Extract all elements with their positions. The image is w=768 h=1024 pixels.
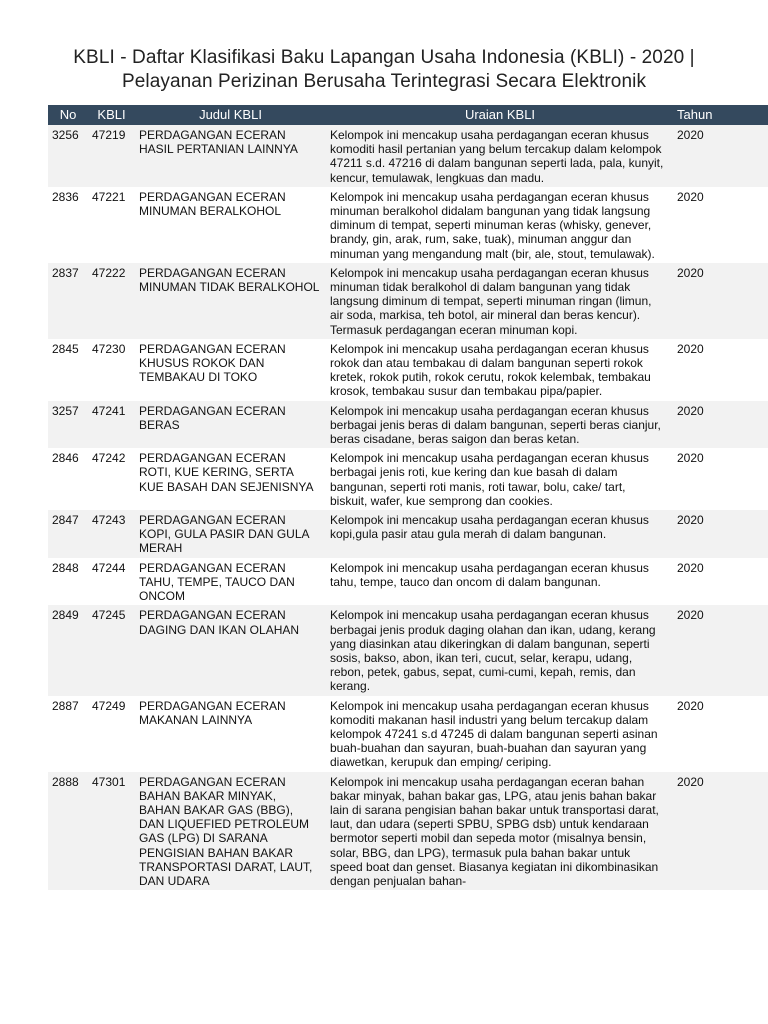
cell-tahun: 2020 bbox=[674, 125, 768, 187]
cell-no: 2848 bbox=[52, 560, 79, 575]
cell-no: 2846 bbox=[52, 451, 79, 466]
cell-kbli: 47243 bbox=[88, 510, 135, 558]
cell-uraian: Kelompok ini mencakup usaha perdagangan eceran khusus berbagai jenis roti, kue kering dan kue basah di dalam bangunan, seperti roti manis, roti tawar, bolu, cake/ tart, biskuit, wafer, kue semprong dan cookies. bbox=[330, 451, 649, 508]
cell-tahun: 2020 bbox=[674, 510, 768, 558]
cell-tahun: 2020 bbox=[677, 189, 704, 204]
cell-uraian: Kelompok ini mencakup usaha perdagangan eceran khusus rokok dan atau tembakau di dalam bangunan seperti rokok kretek, rokok putih, rokok cerutu, rokok kelembak, tembakau krosok, tembakau susur dan tembakau pipa/papier. bbox=[330, 341, 651, 399]
cell-no: 2845 bbox=[52, 341, 79, 356]
cell-kbli: 47245 bbox=[88, 605, 135, 695]
cell-judul: PERDAGANGAN ECERAN MINUMAN BERALKOHOL bbox=[139, 189, 286, 219]
table-header-row bbox=[48, 105, 768, 125]
cell-judul: PERDAGANGAN ECERAN MINUMAN TIDAK BERALKOHOL bbox=[135, 263, 326, 339]
cell-uraian: Kelompok ini mencakup usaha perdagangan eceran khusus minuman tidak beralkohol di dalam bangunan yang tidak langsung diminum di tempat, seperti minuman ringan (limun, air soda, markisa, teh botol, air mineral dan beras kencur). Termasuk perdagangan eceran minuman kopi. bbox=[326, 263, 674, 339]
cell-tahun: 2020 bbox=[674, 401, 768, 449]
column-header-tahun: Tahun bbox=[674, 105, 768, 125]
cell-uraian: Kelompok ini mencakup usaha perdagangan eceran khusus berbagai jenis produk daging olahan dan ikan, udang, kerang yang diasinkan atau dikeringkan di dalam bangunan, seperti sosis, bakso, abon, ikan teri, cucut, selar, kerapu, udang, rebon, petek, gabus, sepat, cumi-cumi, kepah, remis, dan kerang. bbox=[326, 605, 674, 695]
cell-tahun: 2020 bbox=[677, 341, 704, 356]
cell-judul: PERDAGANGAN ECERAN KHUSUS ROKOK DAN TEMBAKAU DI TOKO bbox=[139, 341, 286, 385]
cell-judul: PERDAGANGAN ECERAN KOPI, GULA PASIR DAN GULA MERAH bbox=[135, 510, 326, 558]
cell-uraian: Kelompok ini mencakup usaha perdagangan eceran khusus minuman beralkohol didalam bangunan yang tidak langsung diminum di tempat, seperti minuman keras (whisky, genever, brandy, gin, arak, rum, sake, tuak), minuman anggur dan minuman yang mengandung malt (bir, ale, stout, temulawak). bbox=[330, 189, 655, 261]
table-row bbox=[48, 401, 768, 449]
document-title-line-2: Pelayanan Perizinan Berusaha Terintegrasi Secara Elektronik bbox=[121, 71, 647, 92]
cell-kbli: 47221 bbox=[92, 189, 126, 204]
cell-kbli: 47222 bbox=[88, 263, 135, 339]
column-header-no: No bbox=[48, 105, 88, 125]
cell-judul: PERDAGANGAN ECERAN BERAS bbox=[135, 401, 326, 449]
table-header bbox=[48, 105, 768, 125]
column-header-uraian: Uraian KBLI bbox=[326, 105, 674, 125]
column-header-kbli: KBLI bbox=[88, 105, 135, 125]
table-row bbox=[48, 772, 768, 891]
cell-uraian: Kelompok ini mencakup usaha perdagangan eceran khusus kopi,gula pasir atau gula merah di dalam bangunan. bbox=[326, 510, 674, 558]
cell-judul: PERDAGANGAN ECERAN MAKANAN LAINNYA bbox=[139, 698, 286, 727]
cell-tahun: 2020 bbox=[677, 698, 704, 713]
column-header-judul: Judul KBLI bbox=[135, 105, 326, 125]
table-row bbox=[48, 339, 768, 401]
table-row bbox=[48, 605, 768, 695]
cell-uraian: Kelompok ini mencakup usaha perdagangan eceran khusus berbagai jenis beras di dalam bangunan, seperti beras cianjur, beras cisadane, beras saigon dan beras ketan. bbox=[326, 401, 674, 449]
cell-kbli: 47301 bbox=[88, 772, 135, 891]
cell-judul: PERDAGANGAN ECERAN DAGING DAN IKAN OLAHAN bbox=[135, 605, 326, 695]
table-row bbox=[48, 510, 768, 558]
cell-kbli: 47244 bbox=[92, 560, 126, 575]
table-row bbox=[48, 263, 768, 339]
cell-kbli: 47241 bbox=[88, 401, 135, 449]
cell-kbli: 47230 bbox=[92, 341, 126, 356]
cell-no: 2888 bbox=[48, 772, 88, 891]
cell-no: 3256 bbox=[48, 125, 88, 187]
cell-judul: PERDAGANGAN ECERAN TAHU, TEMPE, TAUCO DAN ONCOM bbox=[139, 560, 295, 604]
cell-uraian: Kelompok ini mencakup usaha perdagangan eceran bahan bakar minyak, bahan bakar gas, LPG, atau jenis bahan bakar lain di sarana pengisian bahan bakar untuk transportasi darat, laut, dan udara (seperti SPBU, SPBG dsb) untuk kendaraan bermotor seperti mobil dan sepeda motor (misalnya bensin, solar, BBG, dan LPG), termasuk pula bahan bakar untuk speed boat dan genset. Biasanya kegiatan ini dikombinasikan dengan penjualan bahan- bbox=[326, 772, 674, 891]
table-row bbox=[48, 696, 768, 772]
table-body bbox=[48, 125, 768, 890]
cell-kbli: 47219 bbox=[88, 125, 135, 187]
cell-tahun: 2020 bbox=[674, 263, 768, 339]
cell-judul: PERDAGANGAN ECERAN BAHAN BAKAR MINYAK, BAHAN BAKAR GAS (BBG), DAN LIQUEFIED PETROLEUM GAS (LPG) DI SARANA PENGISIAN BAHAN BAKAR TRANSPORTASI DARAT, LAUT, DAN UDARA bbox=[135, 772, 326, 891]
cell-no: 2887 bbox=[52, 698, 79, 713]
cell-tahun: 2020 bbox=[674, 605, 768, 695]
cell-no: 3257 bbox=[48, 401, 88, 449]
kbli-table bbox=[48, 105, 768, 890]
cell-kbli: 47249 bbox=[92, 698, 126, 713]
cell-uraian: Kelompok ini mencakup usaha perdagangan eceran khusus tahu, tempe, tauco dan oncom di dalam bangunan. bbox=[330, 560, 649, 589]
cell-no: 2849 bbox=[48, 605, 88, 695]
table-row bbox=[48, 448, 768, 510]
cell-no: 2837 bbox=[48, 263, 88, 339]
document-title bbox=[0, 0, 768, 94]
cell-no: 2836 bbox=[52, 189, 79, 204]
cell-tahun: 2020 bbox=[677, 560, 704, 575]
table-row bbox=[48, 187, 768, 263]
cell-tahun: 2020 bbox=[674, 772, 768, 891]
cell-uraian: Kelompok ini mencakup usaha perdagangan eceran khusus komoditi hasil pertanian yang belum tercakup dalam kelompok 47211 s.d. 47216 di dalam bangunan seperti lada, pala, kunyit, kencur, temulawak, lengkuas dan madu. bbox=[326, 125, 674, 187]
cell-uraian: Kelompok ini mencakup usaha perdagangan eceran khusus komoditi makanan hasil industri yang belum tercakup dalam kelompok 47241 s.d 47245 di dalam bangunan seperti asinan buah-buahan dan sayuran, buah-buahan dan sayuran yang diawetkan, kerupuk dan emping/ ceriping. bbox=[330, 698, 658, 770]
cell-judul: PERDAGANGAN ECERAN ROTI, KUE KERING, SERTA KUE BASAH DAN SEJENISNYA bbox=[139, 451, 314, 494]
cell-kbli: 47242 bbox=[92, 451, 126, 466]
cell-no: 2847 bbox=[48, 510, 88, 558]
cell-judul: PERDAGANGAN ECERAN HASIL PERTANIAN LAINNYA bbox=[135, 125, 326, 187]
table-row bbox=[48, 558, 768, 606]
cell-tahun: 2020 bbox=[677, 451, 704, 466]
document-title-line-1: KBLI - Daftar Klasifikasi Baku Lapangan Usaha Indonesia (KBLI) - 2020 | bbox=[73, 47, 695, 68]
table-row bbox=[48, 125, 768, 187]
